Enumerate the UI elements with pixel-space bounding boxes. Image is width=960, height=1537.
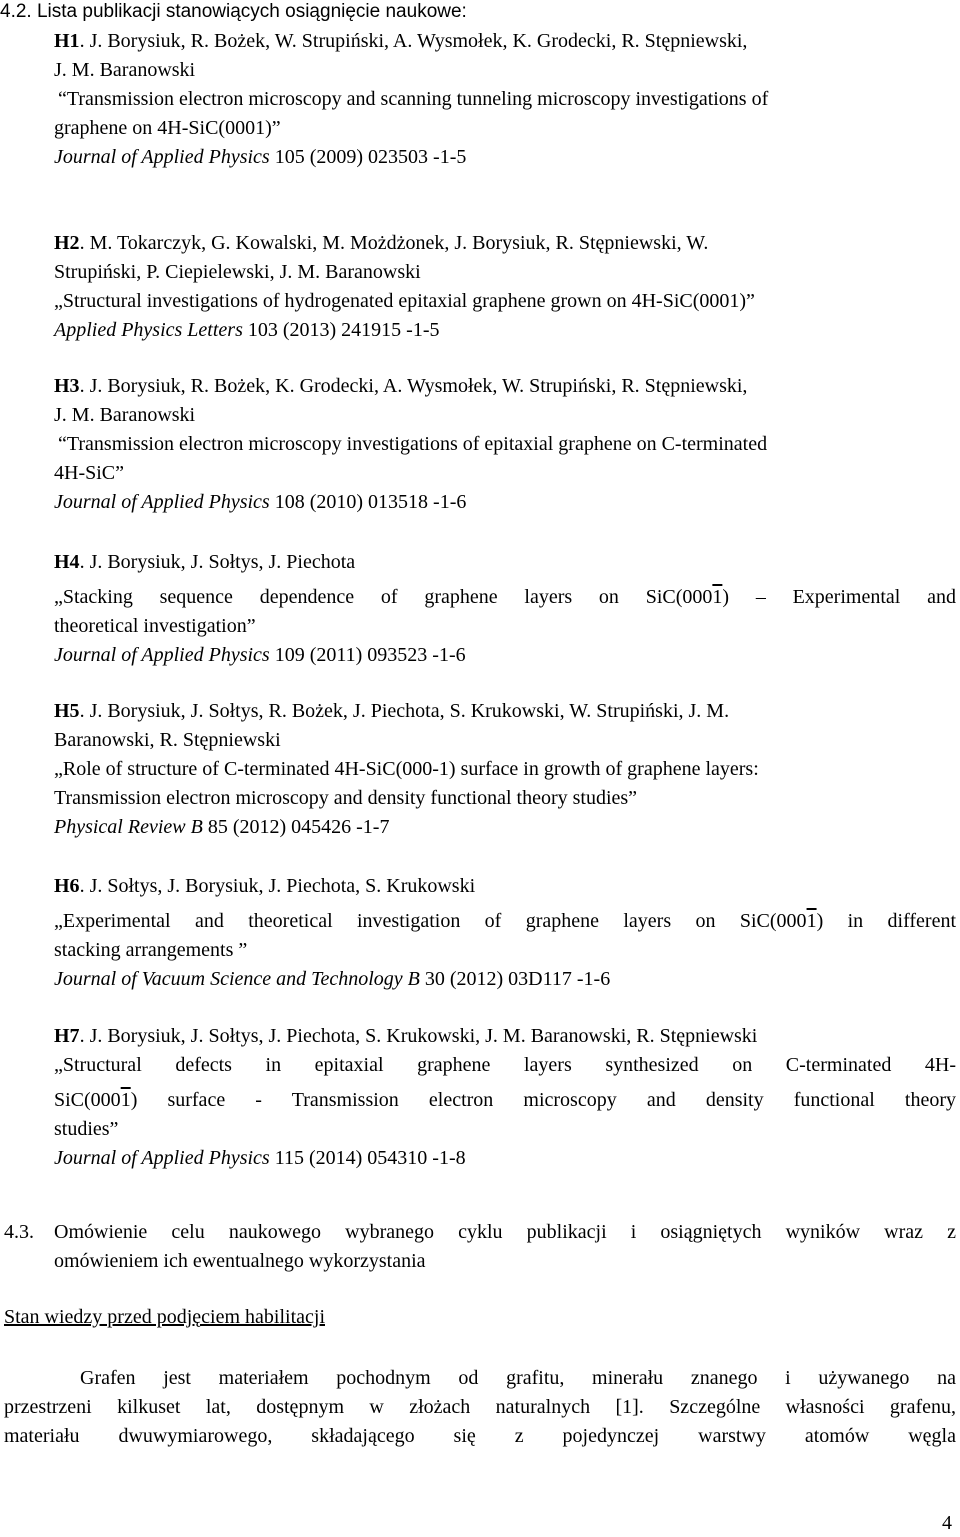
pub-authors: . J. Borysiuk, J. Sołtys, J. Piechota, S. Krukowski, J. M. Baranowski, R. Stępniewski — [79, 1025, 758, 1047]
pub-ref: 115 (2014) 054310 -1-8 — [269, 1147, 466, 1169]
publication-h6 — [54, 872, 956, 994]
pub-title-text-end: ) – Experimental and — [722, 586, 956, 608]
publication-h4 — [54, 548, 956, 670]
section-heading-4-2: 4.2. Lista publikacji stanowiących osiągnięcie naukowe: — [0, 1, 467, 22]
pub-journal-ref — [54, 641, 956, 670]
pub-title-cont: theoretical investigation” — [54, 615, 256, 637]
pub-ref: 109 (2011) 093523 -1-6 — [269, 644, 466, 666]
pub-journal: Journal of Applied Physics — [54, 491, 270, 513]
pub-title-cont: graphene on 4H-SiC(0001)” — [54, 117, 281, 139]
pub-journal-ref — [54, 316, 956, 345]
pub-id: H1 — [54, 30, 80, 52]
pub-title-overbar: 1 — [712, 586, 723, 608]
section-heading-4-3 — [54, 1218, 956, 1276]
pub-title — [54, 583, 956, 612]
pub-id: H6 — [54, 875, 80, 897]
paragraph-line-2: przestrzeni kilkuset lat, dostępnym w złożach naturalnych [1]. Szczególne własności grafenu, — [4, 1396, 956, 1418]
pub-journal-ref — [54, 143, 956, 172]
pub-ref: 103 (2013) 241915 -1-5 — [242, 319, 440, 341]
pub-title: „Structural defects in epitaxial graphene layers synthesized on C-terminated 4H- — [54, 1054, 956, 1076]
pub-id: H4 — [54, 551, 80, 573]
body-paragraph — [4, 1364, 956, 1451]
pub-title-text: „Experimental and theoretical investigation of graphene layers on SiC(000 — [54, 910, 807, 932]
pub-ref: 30 (2012) 03D117 -1-6 — [419, 968, 611, 990]
pub-authors: . M. Tokarczyk, G. Kowalski, M. Możdżonek, J. Borysiuk, R. Stępniewski, W. — [79, 232, 709, 254]
pub-journal: Journal of Applied Physics — [54, 1147, 270, 1169]
pub-id: H2 — [54, 232, 80, 254]
pub-journal: Journal of Applied Physics — [54, 644, 270, 666]
pub-authors: . J. Borysiuk, R. Bożek, W. Strupiński, A. Wysmołek, K. Grodecki, R. Stępniewski, — [79, 30, 748, 52]
pub-journal-ref — [54, 813, 956, 842]
pub-authors-cont: Baranowski, R. Stępniewski — [54, 729, 281, 751]
pub-title — [54, 907, 956, 936]
pub-title-cont: stacking arrangements ” — [54, 939, 248, 961]
pub-title-text-end: ) surface - Transmission electron microscopy and density functional theory — [130, 1089, 956, 1111]
pub-journal: Journal of Vacuum Science and Technology B — [54, 968, 420, 990]
pub-title-text-end: ) in different — [816, 910, 957, 932]
publication-h1 — [54, 27, 956, 172]
section-heading-line-2: omówieniem ich ewentualnego wykorzystania — [54, 1250, 426, 1272]
pub-title-text: SiC(000 — [54, 1089, 121, 1111]
pub-ref: 105 (2009) 023503 -1-5 — [269, 146, 467, 168]
pub-ref: 108 (2010) 013518 -1-6 — [269, 491, 467, 513]
section-heading-line: Omówienie celu naukowego wybranego cyklu publikacji i osiągniętych wyników wraz z — [54, 1221, 956, 1243]
publication-h2 — [54, 229, 956, 345]
pub-title-cont — [54, 1086, 956, 1115]
paragraph-line-3: materiału dwuwymiarowego, składającego się z pojedynczej warstwy atomów węgla — [4, 1425, 956, 1447]
section-number: 4.3. — [4, 1221, 34, 1243]
publication-h7 — [54, 1022, 956, 1173]
pub-title-cont: Transmission electron microscopy and density functional theory studies” — [54, 787, 638, 809]
pub-title-overbar: 1 — [120, 1089, 131, 1111]
pub-title: „Role of structure of C-terminated 4H-SiC(000-1) surface in growth of graphene layers: — [54, 758, 759, 780]
pub-id: H7 — [54, 1025, 80, 1047]
pub-journal-ref — [54, 1144, 956, 1173]
paragraph-line-1: Grafen jest materiałem pochodnym od grafitu, minerału znanego i używanego na — [80, 1367, 956, 1389]
pub-id: H5 — [54, 700, 80, 722]
pub-title: “Transmission electron microscopy and scanning tunneling microscopy investigations of — [58, 88, 769, 110]
pub-authors-cont: J. M. Baranowski — [54, 404, 196, 426]
pub-authors: . J. Borysiuk, J. Sołtys, R. Bożek, J. Piechota, S. Krukowski, W. Strupiński, J. M. — [79, 700, 730, 722]
pub-title-cont: 4H-SiC” — [54, 462, 124, 484]
publication-h3 — [54, 372, 956, 517]
pub-ref: 85 (2012) 045426 -1-7 — [202, 816, 390, 838]
subheading-stan-wiedzy: Stan wiedzy przed podjęciem habilitacji — [4, 1306, 325, 1328]
pub-journal-ref — [54, 488, 956, 517]
pub-title-overbar: 1 — [806, 910, 817, 932]
page-number: 4 — [942, 1512, 952, 1534]
pub-id: H3 — [54, 375, 80, 397]
pub-authors-cont: Strupiński, P. Ciepielewski, J. M. Baranowski — [54, 261, 421, 283]
pub-title-text: „Stacking sequence dependence of graphene layers on SiC(000 — [54, 586, 713, 608]
pub-title: “Transmission electron microscopy investigations of epitaxial graphene on C-terminated — [58, 433, 768, 455]
pub-authors: . J. Sołtys, J. Borysiuk, J. Piechota, S. Krukowski — [79, 875, 476, 897]
pub-title: „Structural investigations of hydrogenated epitaxial graphene grown on 4H-SiC(0001)” — [54, 290, 755, 312]
pub-journal-ref — [54, 965, 956, 994]
pub-journal: Journal of Applied Physics — [54, 146, 270, 168]
pub-title-end: studies” — [54, 1118, 119, 1140]
pub-journal: Physical Review B — [54, 816, 203, 838]
pub-journal: Applied Physics Letters — [54, 319, 243, 341]
pub-authors-cont: J. M. Baranowski — [54, 59, 196, 81]
publication-h5 — [54, 697, 956, 842]
pub-authors: . J. Borysiuk, J. Sołtys, J. Piechota — [79, 551, 356, 573]
pub-authors: . J. Borysiuk, R. Bożek, K. Grodecki, A. Wysmołek, W. Strupiński, R. Stępniewski, — [79, 375, 748, 397]
